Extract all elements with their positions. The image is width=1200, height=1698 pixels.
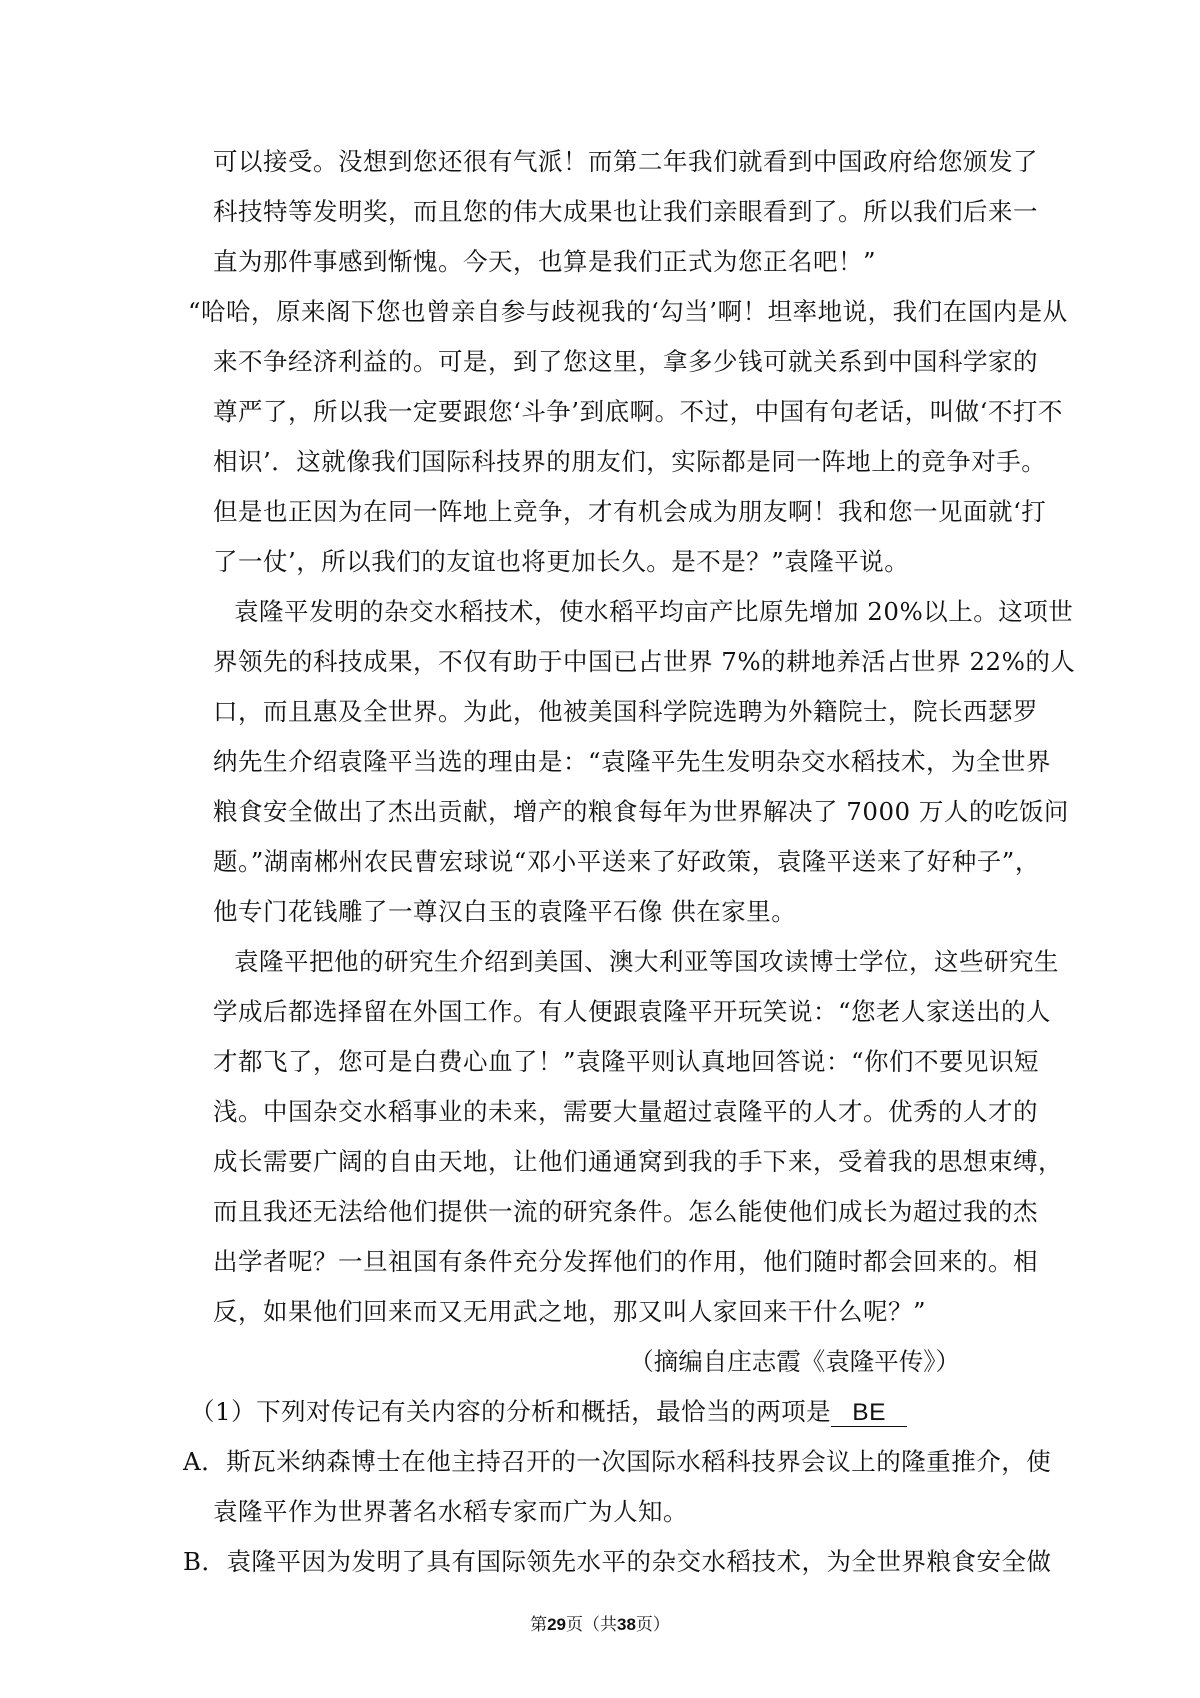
total-pages: 38 [617, 1615, 636, 1634]
option-b-text: 袁隆平因为发明了具有国际领先水平的杂交水稻技术，为全世界粮食安全做 [226, 1547, 1052, 1576]
paragraph-line: 反，如果他们回来而又无用武之地，那又叫人家回来干什么呢？” [213, 1297, 927, 1326]
paragraph-line: 而且我还无法给他们提供一流的研究条件。怎么能使他们成长为超过我的杰 [213, 1197, 1038, 1226]
option-b-label: B． [183, 1547, 227, 1576]
paragraph-line: 相识’．这就像我们国际科技界的朋友们，实际都是同一阵地上的竞争对手。 [213, 447, 1047, 476]
paragraph-line: 了一仗’，所以我们的友谊也将更加长久。是不是？”袁隆平说。 [213, 547, 910, 576]
paragraph-line: 粮食安全做出了杰出贡献，增产的粮食每年为世界解决了 7000 万人的吃饭问 [213, 797, 1069, 826]
option-a-text: 斯瓦米纳森博士在他主持召开的一次国际水稻科技界会议上的隆重推介，使 [226, 1447, 1052, 1476]
option-a [183, 1446, 1051, 1478]
question-line [190, 1396, 907, 1428]
answer-blank: BE [831, 1400, 907, 1427]
paragraph-line: 题。”湖南郴州农民曹宏球说“邓小平送来了好政策，袁隆平送来了好种子”， [213, 847, 1040, 876]
footer-middle: 页（共 [566, 1615, 617, 1635]
page-number: 29 [547, 1615, 566, 1634]
footer-suffix: 页） [635, 1615, 670, 1635]
paragraph-line: “哈哈，原来阁下您也曾亲自参与歧视我的‘勾当’啊！坦率地说，我们在国内是从 [188, 297, 1068, 326]
paragraph-line: 浅。中国杂交水稻事业的未来，需要大量超过袁隆平的人才。优秀的人才的 [213, 1097, 1038, 1126]
paragraph-line: 来不争经济利益的。可是，到了您这里，拿多少钱可就关系到中国科学家的 [213, 347, 1038, 376]
source-attribution: （摘编自庄志霞《袁隆平传》） [629, 1347, 960, 1376]
option-a-continuation: 袁隆平作为世界著名水稻专家而广为人知。 [213, 1497, 688, 1526]
paragraph-line: 直为那件事感到惭愧。今天，也算是我们正式为您正名吧！” [213, 247, 877, 276]
option-a-label: A． [183, 1447, 227, 1476]
paragraph-line: 出学者呢？一旦祖国有条件充分发挥他们的作用，他们随时都会回来的。相 [213, 1247, 1038, 1276]
paragraph-line: 可以接受。没想到您还很有气派！而第二年我们就看到中国政府给您颁发了 [213, 147, 1038, 176]
question-prompt: （1）下列对传记有关内容的分析和概括，最恰当的两项是 [190, 1397, 832, 1426]
paragraph-line: 才都飞了，您可是白费心血了！”袁隆平则认真地回答说：“你们不要见识短 [213, 1047, 1040, 1076]
footer-prefix: 第 [530, 1615, 548, 1635]
paragraph-line: 尊严了，所以我一定要跟您‘斗争’到底啊。不过，中国有句老话，叫做‘不打不 [213, 397, 1063, 426]
paragraph-line: 学成后都选择留在外国工作。有人便跟袁隆平开玩笑说：“您老人家送出的人 [213, 997, 1052, 1026]
paragraph-line: 他专门花钱雕了一尊汉白玉的袁隆平石像 供在家里。 [213, 897, 797, 926]
paragraph-line: 界领先的科技成果，不仅有助于中国已占世界 7%的耕地养活占世界 22%的人 [213, 647, 1076, 676]
paragraph-line: 科技特等发明奖，而且您的伟大成果也让我们亲眼看到了。所以我们后来一 [213, 197, 1038, 226]
page-footer [0, 1614, 1200, 1636]
paragraph-line: 但是也正因为在同一阵地上竞争，才有机会成为朋友啊！我和您一见面就‘打 [213, 497, 1047, 526]
paragraph-line: 成长需要广阔的自由天地，让他们通通窝到我的手下来，受着我的思想束缚， [213, 1147, 1063, 1176]
paragraph-line: 袁隆平把他的研究生介绍到美国、澳大利亚等国攻读博士学位，这些研究生 [234, 947, 1059, 976]
paragraph-line: 纳先生介绍袁隆平当选的理由是：“袁隆平先生发明杂交水稻技术，为全世界 [213, 747, 1052, 776]
paragraph-line: 口，而且惠及全世界。为此，他被美国科学院选聘为外籍院士，院长西瑟罗 [213, 697, 1038, 726]
paragraph-line: 袁隆平发明的杂交水稻技术，使水稻平均亩产比原先增加 20%以上。这项世 [234, 597, 1074, 626]
option-b [183, 1546, 1052, 1578]
